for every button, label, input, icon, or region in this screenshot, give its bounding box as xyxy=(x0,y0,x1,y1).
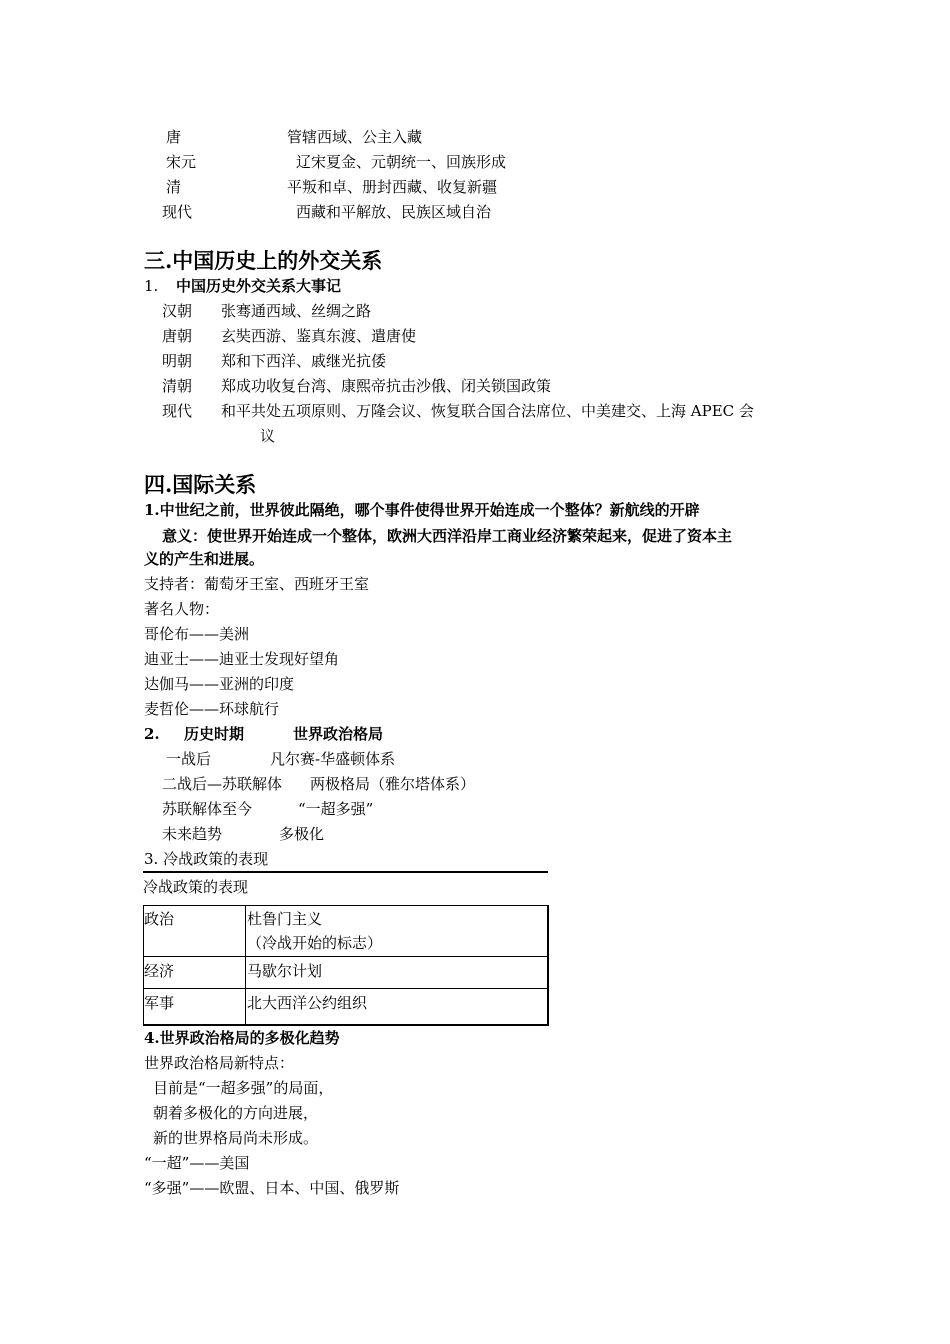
significance-line-2: 义的产生和进展。 xyxy=(144,550,265,568)
period-pattern: 多极化 xyxy=(279,825,325,843)
section3-sub1-number: 1. xyxy=(144,277,159,295)
table-row-value: 马歇尔计划 xyxy=(247,962,323,980)
event-era: 唐朝 xyxy=(162,327,193,345)
table-row-value-note: （冷战开始的标志） xyxy=(247,934,383,952)
event-era: 清朝 xyxy=(162,377,193,395)
point-2-col-pattern: 世界政治格局 xyxy=(293,725,384,743)
era-modern-desc: 西藏和平解放、民族区域自治 xyxy=(296,203,492,221)
table-column-divider xyxy=(245,905,246,1025)
era-tang-desc: 管辖西域、公主入藏 xyxy=(287,128,423,146)
point-2-col-period: 历史时期 xyxy=(184,725,245,743)
era-qing-desc: 平叛和卓、册封西藏、收复新疆 xyxy=(287,178,498,196)
event-era: 现代 xyxy=(162,402,193,420)
point-4-item: 新的世界格局尚未形成。 xyxy=(153,1129,319,1147)
point-4-item: 目前是“一超多强”的局面， xyxy=(153,1079,334,1097)
one-superpower: “一超”——美国 xyxy=(144,1154,250,1172)
explorer-item: 哥伦布——美洲 xyxy=(144,625,250,643)
period-label: 未来趋势 xyxy=(162,825,223,843)
era-qing: 清 xyxy=(166,178,182,196)
point-4-item: 朝着多极化的方向进展， xyxy=(153,1104,319,1122)
section3-sub1-title: 中国历史外交关系大事记 xyxy=(176,277,342,295)
event-desc: 郑和下西洋、戚继光抗倭 xyxy=(221,352,387,370)
table-caption: 冷战政策的表现 xyxy=(143,878,249,896)
era-songyuan-desc: 辽宋夏金、元朝统一、回族形成 xyxy=(296,153,507,171)
supporters: 支持者：葡萄牙王室、西班牙王室 xyxy=(144,575,370,593)
event-desc: 和平共处五项原则、万隆会议、恢复联合国合法席位、中美建交、上海 APEC 会 xyxy=(221,402,754,420)
event-desc: 郑成功收复台湾、康熙帝抗击沙俄、闭关锁国政策 xyxy=(221,377,552,395)
table-row-value: 北大西洋公约组织 xyxy=(247,994,368,1012)
many-powers: “多强”——欧盟、日本、中国、俄罗斯 xyxy=(144,1179,400,1197)
era-songyuan: 宋元 xyxy=(166,153,197,171)
era-tang: 唐 xyxy=(166,128,182,146)
event-desc: 玄奘西游、鉴真东渡、遣唐使 xyxy=(221,327,417,345)
point-3-title: 3. 冷战政策的表现 xyxy=(144,850,269,868)
era-modern: 现代 xyxy=(162,203,193,221)
period-pattern: 凡尔赛-华盛顿体系 xyxy=(270,750,396,768)
explorer-item: 达伽马——亚洲的印度 xyxy=(144,675,295,693)
famous-label: 著名人物： xyxy=(144,600,220,618)
explorer-item: 麦哲伦——环球航行 xyxy=(144,700,280,718)
question-1: 1.中世纪之前，世界彼此隔绝，哪个事件使得世界开始连成一个整体？新航线的开辟 xyxy=(144,501,700,519)
event-era: 明朝 xyxy=(162,352,193,370)
table-row-value: 杜鲁门主义 xyxy=(247,910,323,928)
point-2-number: 2. xyxy=(144,725,160,743)
period-label: 二战后—苏联解体 xyxy=(162,775,283,793)
period-pattern: 两极格局（雅尔塔体系） xyxy=(310,775,476,793)
event-desc: 张骞通西域、丝绸之路 xyxy=(221,302,372,320)
event-era: 汉朝 xyxy=(162,302,193,320)
section3-heading: 三.中国历史上的外交关系 xyxy=(144,248,383,273)
significance-line-1: 意义：使世界开始连成一个整体，欧洲大西洋沿岸工商业经济繁荣起来，促进了资本主 xyxy=(162,527,733,545)
point-4-title: 4.世界政治格局的多极化趋势 xyxy=(144,1029,340,1047)
table-row-key: 政治 xyxy=(144,910,175,928)
point-4-intro: 世界政治格局新特点： xyxy=(144,1054,295,1072)
table-row-divider xyxy=(143,988,548,989)
explorer-item: 迪亚士——迪亚士发现好望角 xyxy=(144,650,340,668)
table-row-divider xyxy=(143,956,548,957)
table-top-rule xyxy=(143,871,548,873)
period-label: 一战后 xyxy=(166,750,212,768)
period-pattern: “一超多强” xyxy=(298,800,374,818)
period-label: 苏联解体至今 xyxy=(162,800,253,818)
table-row-key: 经济 xyxy=(144,962,175,980)
section4-heading: 四.国际关系 xyxy=(144,472,257,497)
event-desc-continued: 议 xyxy=(260,427,276,445)
table-row-key: 军事 xyxy=(144,994,175,1012)
